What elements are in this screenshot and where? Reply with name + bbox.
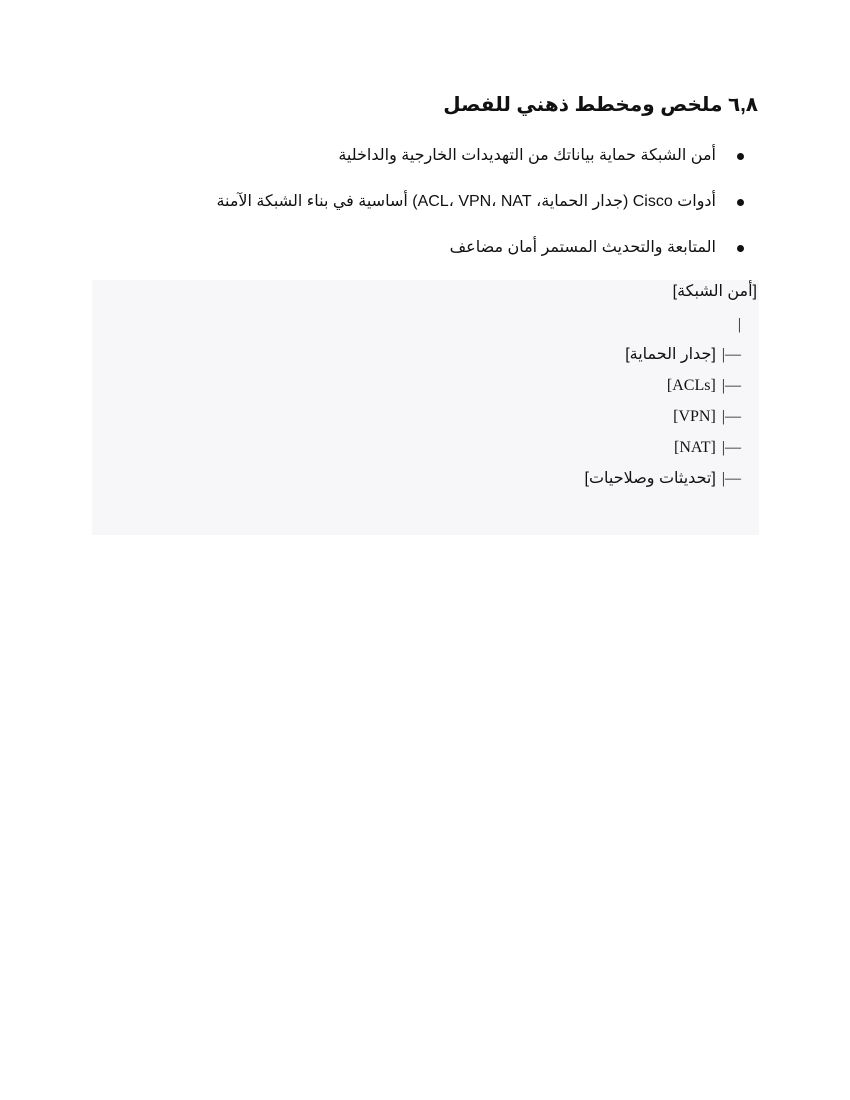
bullet-dot-icon — [737, 199, 744, 206]
bullet-item — [216, 234, 744, 280]
mind-map-branch — [674, 438, 741, 458]
mind-map-block — [92, 280, 759, 535]
bullet-text: المتابعة والتحديث المستمر أمان مضاعف — [449, 239, 716, 256]
branch-label: [جدار الحماية] — [625, 346, 716, 363]
branch-connector: |— — [721, 470, 741, 487]
branch-label: [ACLs] — [666, 377, 716, 394]
branch-label: [تحديثات وصلاحيات] — [584, 470, 716, 487]
bullet-text: أمن الشبكة حماية بياناتك من التهديدات الخارجية والداخلية — [338, 147, 716, 164]
mind-map-branch — [673, 407, 741, 427]
branch-connector: |— — [721, 408, 741, 425]
bullet-dot-icon — [737, 245, 744, 252]
mind-map-root: [أمن الشبكة] — [672, 283, 757, 300]
branch-connector: |— — [721, 439, 741, 456]
branch-connector: |— — [721, 377, 741, 394]
branch-connector: |— — [721, 346, 741, 363]
mind-map-branch — [625, 345, 741, 365]
bullet-item — [216, 188, 744, 234]
branch-label: [VPN] — [673, 408, 716, 425]
bullet-text: أدوات Cisco (جدار الحماية، ACL، VPN، NAT) أساسية في بناء الشبكة الآمنة — [216, 193, 716, 210]
mind-map-trunk: | — [737, 316, 741, 333]
mind-map-branch — [667, 376, 741, 396]
bullet-dot-icon — [737, 153, 744, 160]
summary-bullet-list — [216, 142, 744, 280]
bullet-item — [216, 142, 744, 188]
branch-label: [NAT] — [674, 439, 716, 456]
section-heading: ٦,٨ ملخص ومخطط ذهني للفصل — [443, 94, 758, 116]
mind-map-branch — [585, 469, 741, 489]
